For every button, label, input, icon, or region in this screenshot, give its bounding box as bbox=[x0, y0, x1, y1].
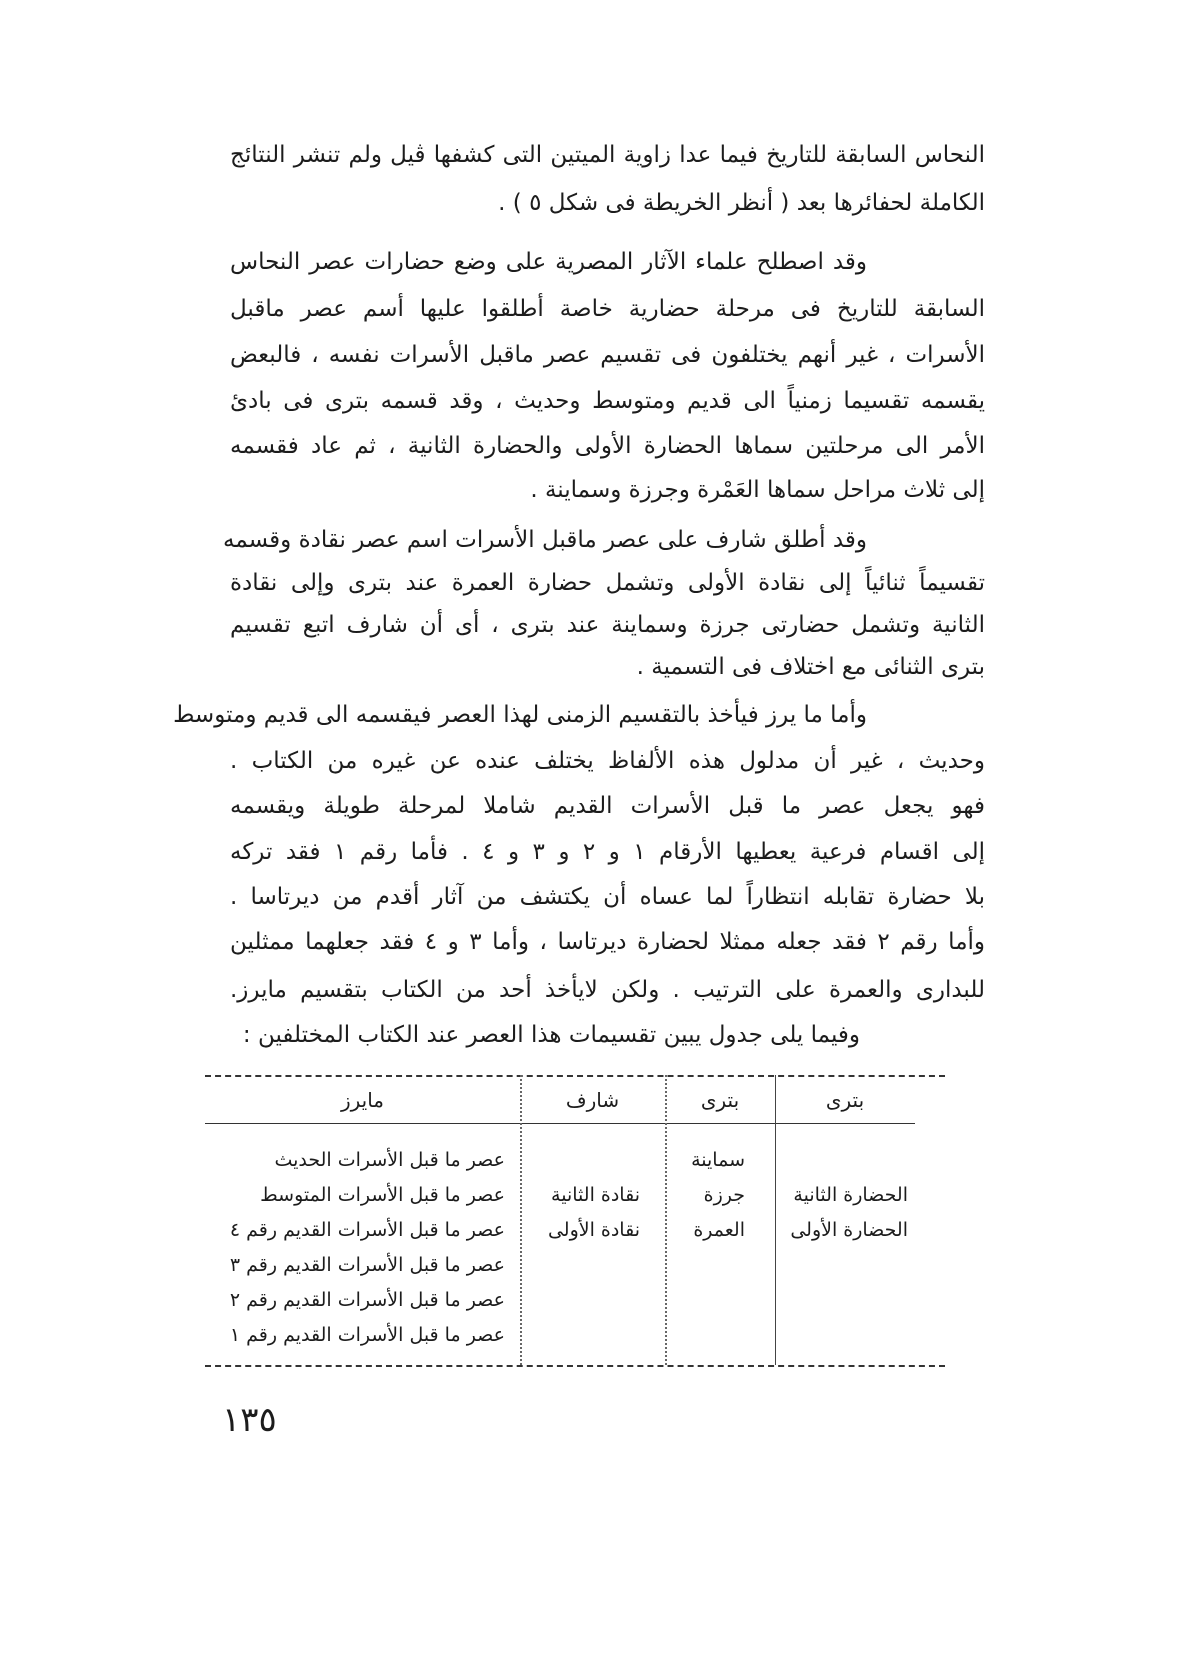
text-line: تقسيماً ثنائياً إلى نقادة الأولى وتشمل حضارة العمرة عند بترى وإلى نقادة bbox=[230, 570, 985, 596]
table-cell: سماينة bbox=[691, 1149, 745, 1171]
page-number: ١٣٥ bbox=[222, 1400, 277, 1440]
table-header: شارف bbox=[565, 1088, 620, 1112]
text-line: بلا حضارة تقابله انتظاراً لما عساه أن يكتشف من آثار أقدم من ديرتاسا . bbox=[230, 884, 985, 910]
text-line: يقسمه تقسيما زمنياً الى قديم ومتوسط وحديث ، وقد قسمه بترى فى بادئ bbox=[230, 388, 985, 414]
text-line: وقد أطلق شارف على عصر ماقبل الأسرات اسم عصر نقادة وقسمه bbox=[223, 527, 867, 553]
table-header: بترى bbox=[700, 1088, 740, 1112]
text-line: للبدارى والعمرة على الترتيب . ولكن لايأخذ أحد من الكتاب بتقسيم مايرز. bbox=[230, 977, 985, 1003]
table-cell: العمرة bbox=[693, 1219, 745, 1241]
text-line: وقد اصطلح علماء الآثار المصرية على وضع حضارات عصر النحاس bbox=[230, 249, 867, 275]
table-cell: عصر ما قبل الأسرات القديم رقم ١ bbox=[229, 1324, 505, 1346]
text-line: بترى الثنائى مع اختلاف فى التسمية . bbox=[636, 654, 985, 680]
text-line: النحاس السابقة للتاريخ فيما عدا زاوية الميتين التى كشفها ڤيل ولم تنشر النتائج bbox=[230, 142, 985, 168]
table-header: بترى bbox=[825, 1088, 865, 1112]
table-column bbox=[665, 1143, 745, 1248]
classification-table bbox=[205, 1075, 945, 1365]
table-cell: جرزة bbox=[703, 1184, 745, 1206]
table-cell: عصر ما قبل الأسرات القديم رقم ٤ bbox=[229, 1219, 505, 1241]
table-cell: نقادة الأولى bbox=[547, 1219, 640, 1241]
table-cell: عصر ما قبل الأسرات القديم رقم ٢ bbox=[229, 1289, 505, 1311]
table-header-rule bbox=[205, 1123, 915, 1124]
table-column bbox=[205, 1143, 505, 1353]
text-line: الأمر الى مرحلتين سماها الحضارة الأولى والحضارة الثانية ، ثم عاد فقسمه bbox=[230, 433, 985, 459]
text-line: إلى ثلاث مراحل سماها العَمْرة وجرزة وسماينة . bbox=[530, 477, 985, 503]
table-cell: نقادة الثانية bbox=[551, 1184, 640, 1206]
table-cell: عصر ما قبل الأسرات القديم رقم ٣ bbox=[229, 1254, 505, 1276]
text-line: فهو يجعل عصر ما قبل الأسرات القديم شاملا لمرحلة طويلة ويقسمه bbox=[230, 793, 985, 819]
table-cell: عصر ما قبل الأسرات المتوسط bbox=[260, 1184, 505, 1206]
table-bottom-rule bbox=[205, 1365, 945, 1367]
table-column bbox=[775, 1178, 908, 1248]
text-line: الثانية وتشمل حضارتى جرزة وسماينة عند بترى ، أى أن شارف اتبع تقسيم bbox=[230, 612, 985, 638]
table-top-rule bbox=[205, 1075, 945, 1077]
text-line: الأسرات ، غير أنهم يختلفون فى تقسيم عصر ماقبل الأسرات نفسه ، فالبعض bbox=[230, 342, 985, 368]
text-line: الكاملة لحفائرها بعد ( أنظر الخريطة فى شكل ٥ ) . bbox=[498, 190, 985, 216]
text-line: وحديث ، غير أن مدلول هذه الألفاظ يختلف عنده عن غيره من الكتاب . bbox=[230, 748, 985, 774]
text-line: وأما ما يرز فيأخذ بالتقسيم الزمنى لهذا العصر فيقسمه الى قديم ومتوسط bbox=[173, 702, 867, 728]
table-cell: الحضارة الثانية bbox=[793, 1184, 908, 1206]
text-line: وفيما يلى جدول يبين تقسيمات هذا العصر عند الكتاب المختلفين : bbox=[242, 1022, 860, 1048]
table-header: مايرز bbox=[340, 1088, 385, 1112]
table-column bbox=[520, 1178, 640, 1248]
table-cell: عصر ما قبل الأسرات الحديث bbox=[274, 1149, 505, 1171]
text-line: السابقة للتاريخ فى مرحلة حضارية خاصة أطلقوا عليها أسم عصر ماقبل bbox=[230, 296, 985, 322]
text-line: وأما رقم ٢ فقد جعله ممثلا لحضارة ديرتاسا ، وأما ٣ و ٤ فقد جعلهما ممثلين bbox=[230, 929, 986, 955]
text-line: إلى اقسام فرعية يعطيها الأرقام ١ و ٢ و ٣ و ٤ . فأما رقم ١ فقد تركه bbox=[230, 839, 985, 865]
table-cell: الحضارة الأولى bbox=[790, 1219, 908, 1241]
